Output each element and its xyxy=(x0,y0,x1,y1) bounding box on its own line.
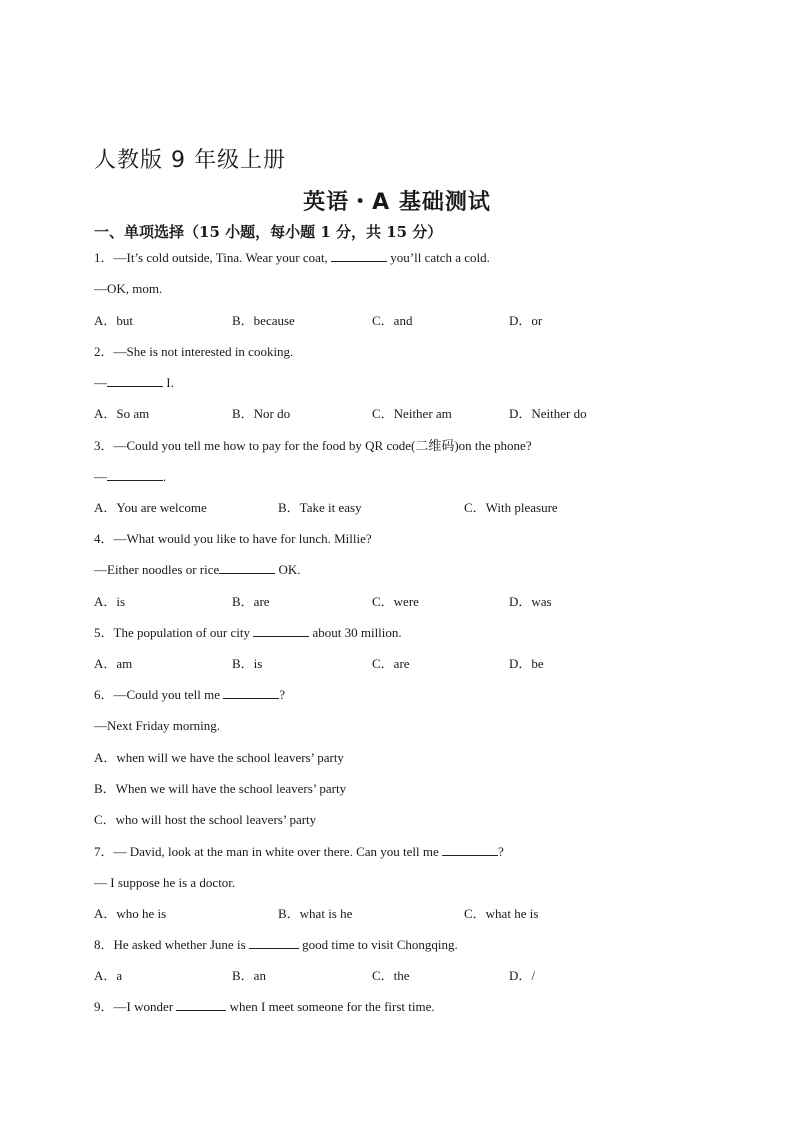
question-4-option-a[interactable]: A．is xyxy=(94,594,126,609)
answer-blank xyxy=(107,469,163,481)
question-1-reply: —OK, mom. xyxy=(94,281,163,296)
question-2-stem: 2．—She is not interested in cooking. xyxy=(94,344,294,359)
question-1-option-c[interactable]: C．and xyxy=(372,313,413,328)
question-7-option-c[interactable]: C．what he is xyxy=(464,906,539,921)
question-8-option-c[interactable]: C．the xyxy=(372,968,410,983)
question-5-option-a[interactable]: A．am xyxy=(94,656,133,671)
answer-blank xyxy=(249,937,299,949)
question-1-stem: 1．—It’s cold outside, Tina. Wear your coat, you’ll catch a cold. xyxy=(94,250,490,265)
question-6-reply: —Next Friday morning. xyxy=(94,718,221,733)
question-5-option-b[interactable]: B．is xyxy=(232,656,263,671)
question-4-option-b[interactable]: B．are xyxy=(232,594,270,609)
question-6-option-c[interactable]: C．who will host the school leavers’ party xyxy=(94,812,317,827)
question-5-option-c[interactable]: C．are xyxy=(372,656,410,671)
question-3-reply: — . xyxy=(94,469,167,484)
answer-blank xyxy=(331,250,387,262)
answer-blank xyxy=(253,625,309,637)
question-6-stem: 6．—Could you tell me ? xyxy=(94,687,286,702)
question-6-option-a[interactable]: A．when will we have the school leavers’ party xyxy=(94,750,344,765)
question-4-option-d[interactable]: D．was xyxy=(509,594,552,609)
question-8-stem: 8．He asked whether June is good time to visit Chongqing. xyxy=(94,937,458,952)
question-7-option-a[interactable]: A．who he is xyxy=(94,906,167,921)
question-7-stem: 7．— David, look at the man in white over there. Can you tell me ? xyxy=(94,844,504,859)
answer-blank xyxy=(442,844,498,856)
question-1-option-a[interactable]: A．but xyxy=(94,313,134,328)
question-1-option-b[interactable]: B．because xyxy=(232,313,295,328)
document-title: 英语・A 基础测试 xyxy=(303,190,491,215)
header-title: 人教版 9 年级上册 xyxy=(94,148,286,173)
question-8-option-d[interactable]: D．/ xyxy=(509,968,536,983)
question-2-option-d[interactable]: D．Neither do xyxy=(509,406,587,421)
question-7-option-b[interactable]: B．what is he xyxy=(278,906,353,921)
question-9-stem: 9．—I wonder when I meet someone for the first time. xyxy=(94,999,435,1014)
question-3-option-b[interactable]: B．Take it easy xyxy=(278,500,362,515)
question-7-reply: — I suppose he is a doctor. xyxy=(94,875,236,890)
question-2-option-a[interactable]: A．So am xyxy=(94,406,150,421)
question-3-stem: 3．—Could you tell me how to pay for the food by QR code(二维码)on the phone? xyxy=(94,438,532,453)
question-4-reply: —Either noodles or rice OK. xyxy=(94,562,301,577)
answer-blank xyxy=(219,562,275,574)
question-5-stem: 5．The population of our city about 30 million. xyxy=(94,625,402,640)
question-4-option-c[interactable]: C．were xyxy=(372,594,419,609)
question-1-option-d[interactable]: D．or xyxy=(509,313,543,328)
answer-blank xyxy=(107,375,163,387)
question-3-option-c[interactable]: C．With pleasure xyxy=(464,500,558,515)
question-2-reply: — I. xyxy=(94,375,174,390)
question-2-option-b[interactable]: B．Nor do xyxy=(232,406,291,421)
question-3-option-a[interactable]: A．You are welcome xyxy=(94,500,207,515)
question-5-option-d[interactable]: D．be xyxy=(509,656,544,671)
question-6-option-b[interactable]: B．When we will have the school leavers’ party xyxy=(94,781,347,796)
question-4-stem: 4．—What would you like to have for lunch. Millie? xyxy=(94,531,372,546)
answer-blank xyxy=(223,687,279,699)
question-8-option-b[interactable]: B．an xyxy=(232,968,266,983)
answer-blank xyxy=(176,999,226,1011)
question-2-option-c[interactable]: C．Neither am xyxy=(372,406,452,421)
question-8-option-a[interactable]: A．a xyxy=(94,968,123,983)
section-heading: 一、单项选择（15 小题，每小题 1 分，共 15 分） xyxy=(94,223,443,241)
